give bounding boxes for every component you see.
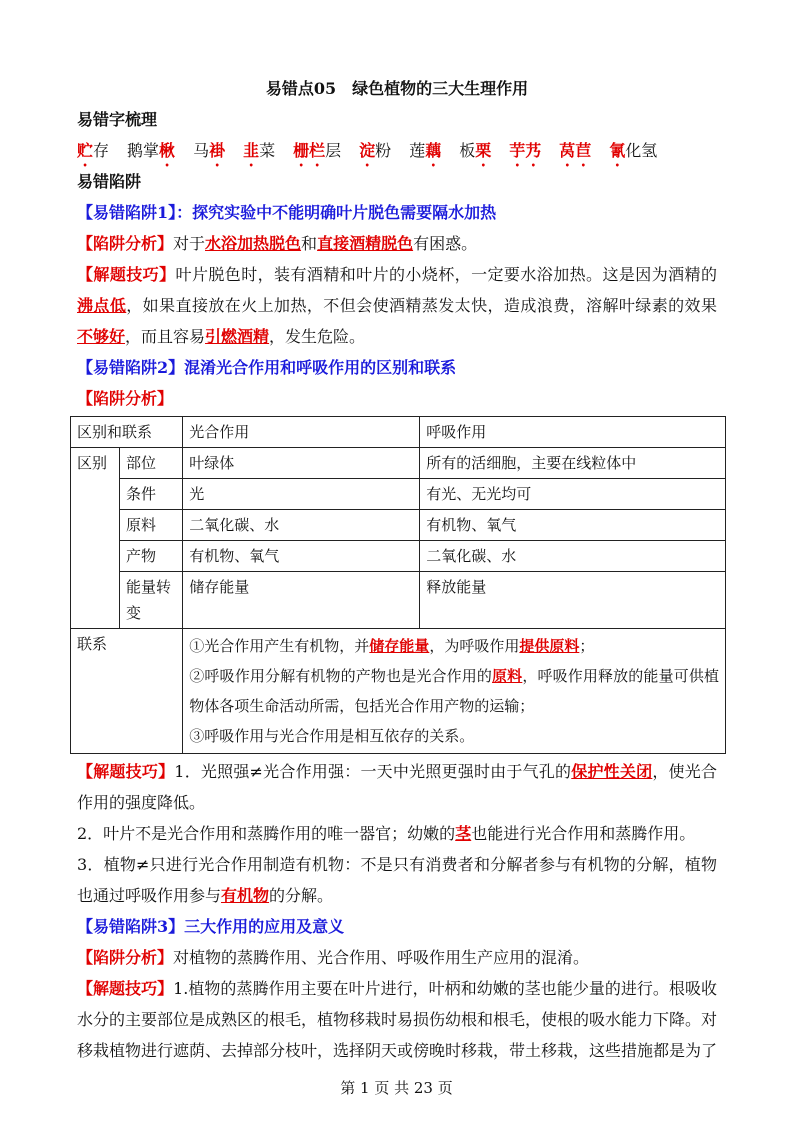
table-header-row	[71, 417, 726, 448]
table-group-cell: 区别	[71, 448, 120, 629]
text-segment: 2．叶片不是光合作用和蒸腾作用的唯一器官；幼嫩的	[77, 824, 456, 843]
paragraph	[77, 911, 717, 942]
table-cell: 储存能量	[183, 572, 420, 629]
table-cell: 所有的活细胞，主要在线粒体中	[420, 448, 726, 479]
text-segment: ③呼吸作用与光合作用是相互依存的关系。	[189, 727, 475, 745]
table-cell: 叶绿体	[183, 448, 420, 479]
link-line	[189, 661, 719, 721]
text-segment: 板	[459, 141, 476, 160]
comparison-table	[70, 416, 726, 754]
emphasis-text: 芋艿	[509, 141, 542, 160]
text-segment: ，呼吸作用释放的能量可供植物体各项生命活动所需，包括光合作用产物的运输；	[189, 667, 719, 715]
emphasis-text: 有机物	[221, 886, 270, 905]
emphasis-text: 储存能量	[369, 637, 430, 655]
label-bracket: 【解题技巧】	[77, 979, 174, 998]
paragraph	[77, 849, 717, 911]
table-row	[71, 448, 726, 479]
char-item	[609, 135, 657, 166]
label-bracket: 【陷阱分析】	[77, 948, 174, 967]
table-row-link	[71, 629, 726, 754]
table-cell: 原料	[120, 510, 183, 541]
text-segment: ，为呼吸作用	[429, 637, 520, 655]
link-line	[189, 721, 719, 751]
emphasis-text: 原料	[492, 667, 523, 685]
table-row	[71, 510, 726, 541]
paragraph	[77, 973, 717, 1066]
char-item	[127, 135, 175, 166]
char-item	[359, 135, 391, 166]
emphasis-text: 直接酒精脱色	[317, 234, 414, 253]
text-segment: ①光合作用产生有机物，并	[189, 637, 370, 655]
page-title: 易错点05 绿色植物的三大生理作用	[265, 79, 529, 98]
paragraph	[77, 942, 717, 973]
char-item	[193, 135, 225, 166]
text-segment: 3．植物≠只进行光合作用制造有机物：不是只有消费者和分解者参与有机物的分解，植物也通过呼吸作用参与	[77, 855, 717, 905]
table-cell: 二氧化碳、水	[420, 541, 726, 572]
table-header-cell: 区别和联系	[71, 417, 183, 448]
emphasis-text: 贮	[77, 141, 94, 160]
text-segment: 有困惑。	[413, 234, 478, 253]
emphasis-text: 褂	[209, 141, 226, 160]
emphasis-text: 不够好	[77, 327, 126, 346]
emphasis-text: 栗	[475, 141, 492, 160]
page-wrapper	[0, 73, 793, 1099]
text-segment: 1.植物的蒸腾作用主要在叶片进行，叶柄和幼嫩的茎也能少量的进行。根吸收水分的主要部位是成熟区的根毛，植物移栽时易损伤幼根和根毛，使根的吸水能力下降。对移栽植物进行遮荫、去掉部分枝叶，选择阴天或傍晚时移栽，带土移栽，这些措施都是为了	[77, 979, 718, 1060]
table-cell: 有光、无光均可	[420, 479, 726, 510]
text-segment: 马	[193, 141, 210, 160]
error-prone-characters	[77, 135, 717, 166]
trap-heading: 【易错陷阱3】三大作用的应用及意义	[77, 917, 345, 936]
char-item	[559, 135, 591, 166]
label-bracket: 【解题技巧】	[77, 762, 175, 781]
table-cell: 光	[183, 479, 420, 510]
emphasis-text: 沸点低	[77, 296, 127, 315]
paragraph	[77, 818, 717, 849]
text-segment: ，发生危险。	[269, 327, 366, 346]
emphasis-text: 氰	[609, 141, 626, 160]
table-cell: 产物	[120, 541, 183, 572]
table-row	[71, 479, 726, 510]
text-segment: 也能进行光合作用和蒸腾作用。	[471, 824, 696, 843]
table-cell: 有机物、氧气	[183, 541, 420, 572]
char-item	[243, 135, 275, 166]
text-segment: 对于	[173, 234, 206, 253]
table-cell: 部位	[120, 448, 183, 479]
table-cell: 释放能量	[420, 572, 726, 629]
text-segment: 鹅掌	[127, 141, 160, 160]
emphasis-text: 淀	[359, 141, 376, 160]
char-item	[509, 135, 541, 166]
paragraph	[77, 756, 717, 818]
paragraph	[77, 383, 717, 414]
text-segment: ，而且容易	[125, 327, 206, 346]
text-segment: 粉	[375, 141, 392, 160]
table-cell: 二氧化碳、水	[183, 510, 420, 541]
label-bracket: 【解题技巧】	[77, 265, 176, 284]
label-bracket: 【陷阱分析】	[77, 234, 174, 253]
paragraph	[77, 228, 717, 259]
emphasis-text: 莴苣	[559, 141, 592, 160]
table-header-cell: 呼吸作用	[420, 417, 726, 448]
text-segment: 层	[325, 141, 342, 160]
link-line	[189, 631, 719, 661]
trap-paragraphs-a	[77, 197, 717, 414]
text-segment: 莲	[409, 141, 426, 160]
trap-heading: 【易错陷阱1】：探究实验中不能明确叶片脱色需要隔水加热	[77, 203, 497, 222]
text-segment: 1．光照强≠光合作用强：一天中光照更强时由于气孔的	[174, 762, 572, 781]
trap-heading: 【易错陷阱2】混淆光合作用和呼吸作用的区别和联系	[77, 358, 457, 377]
text-segment: ；	[579, 637, 595, 655]
emphasis-text: 藕	[425, 141, 442, 160]
page-footer: 第 1 页 共 23 页	[340, 1079, 453, 1097]
table-cell: 能量转变	[120, 572, 183, 629]
char-item	[409, 135, 441, 166]
emphasis-text: 茎	[455, 824, 472, 843]
table-cell: 联系	[71, 629, 183, 754]
emphasis-text: 提供原料	[519, 637, 580, 655]
section-heading-traps: 易错陷阱	[77, 172, 142, 191]
text-segment: 化氢	[625, 141, 658, 160]
table-cell-link-content	[183, 629, 726, 754]
text-segment: 对植物的蒸腾作用、光合作用、呼吸作用生产应用的混淆。	[173, 948, 590, 967]
char-item	[77, 135, 109, 166]
text-segment: ，使光合作用的强度降低。	[77, 762, 717, 812]
paragraph	[77, 352, 717, 383]
text-segment: 和	[301, 234, 318, 253]
trap-paragraphs-b	[77, 756, 717, 1066]
emphasis-text: 水浴加热脱色	[205, 234, 302, 253]
text-segment: 叶片脱色时，装有酒精和叶片的小烧杯，一定要水浴加热。这是因为酒精的	[175, 265, 717, 284]
text-segment: ②呼吸作用分解有机物的产物也是光合作用的	[189, 667, 493, 685]
text-segment: 的分解。	[269, 886, 334, 905]
emphasis-text: 韭	[243, 141, 260, 160]
paragraph	[77, 259, 717, 352]
text-segment: ，如果直接放在火上加热，不但会使酒精蒸发太快，造成浪费，溶解叶绿素的效果	[126, 296, 717, 315]
emphasis-text: 楸	[159, 141, 176, 160]
paragraph	[77, 197, 717, 228]
emphasis-text: 引燃酒精	[205, 327, 270, 346]
table-row	[71, 572, 726, 629]
text-segment: 菜	[259, 141, 276, 160]
emphasis-text: 栅栏	[293, 141, 326, 160]
label-bracket: 【陷阱分析】	[77, 389, 174, 408]
table-cell: 条件	[120, 479, 183, 510]
document-page	[77, 73, 717, 1073]
table-header-cell: 光合作用	[183, 417, 420, 448]
text-segment: 存	[93, 141, 110, 160]
table-cell: 有机物、氧气	[420, 510, 726, 541]
char-item	[293, 135, 341, 166]
emphasis-text: 保护性关闭	[571, 762, 653, 781]
char-item	[459, 135, 491, 166]
section-heading-chars: 易错字梳理	[77, 110, 158, 129]
table-row	[71, 541, 726, 572]
